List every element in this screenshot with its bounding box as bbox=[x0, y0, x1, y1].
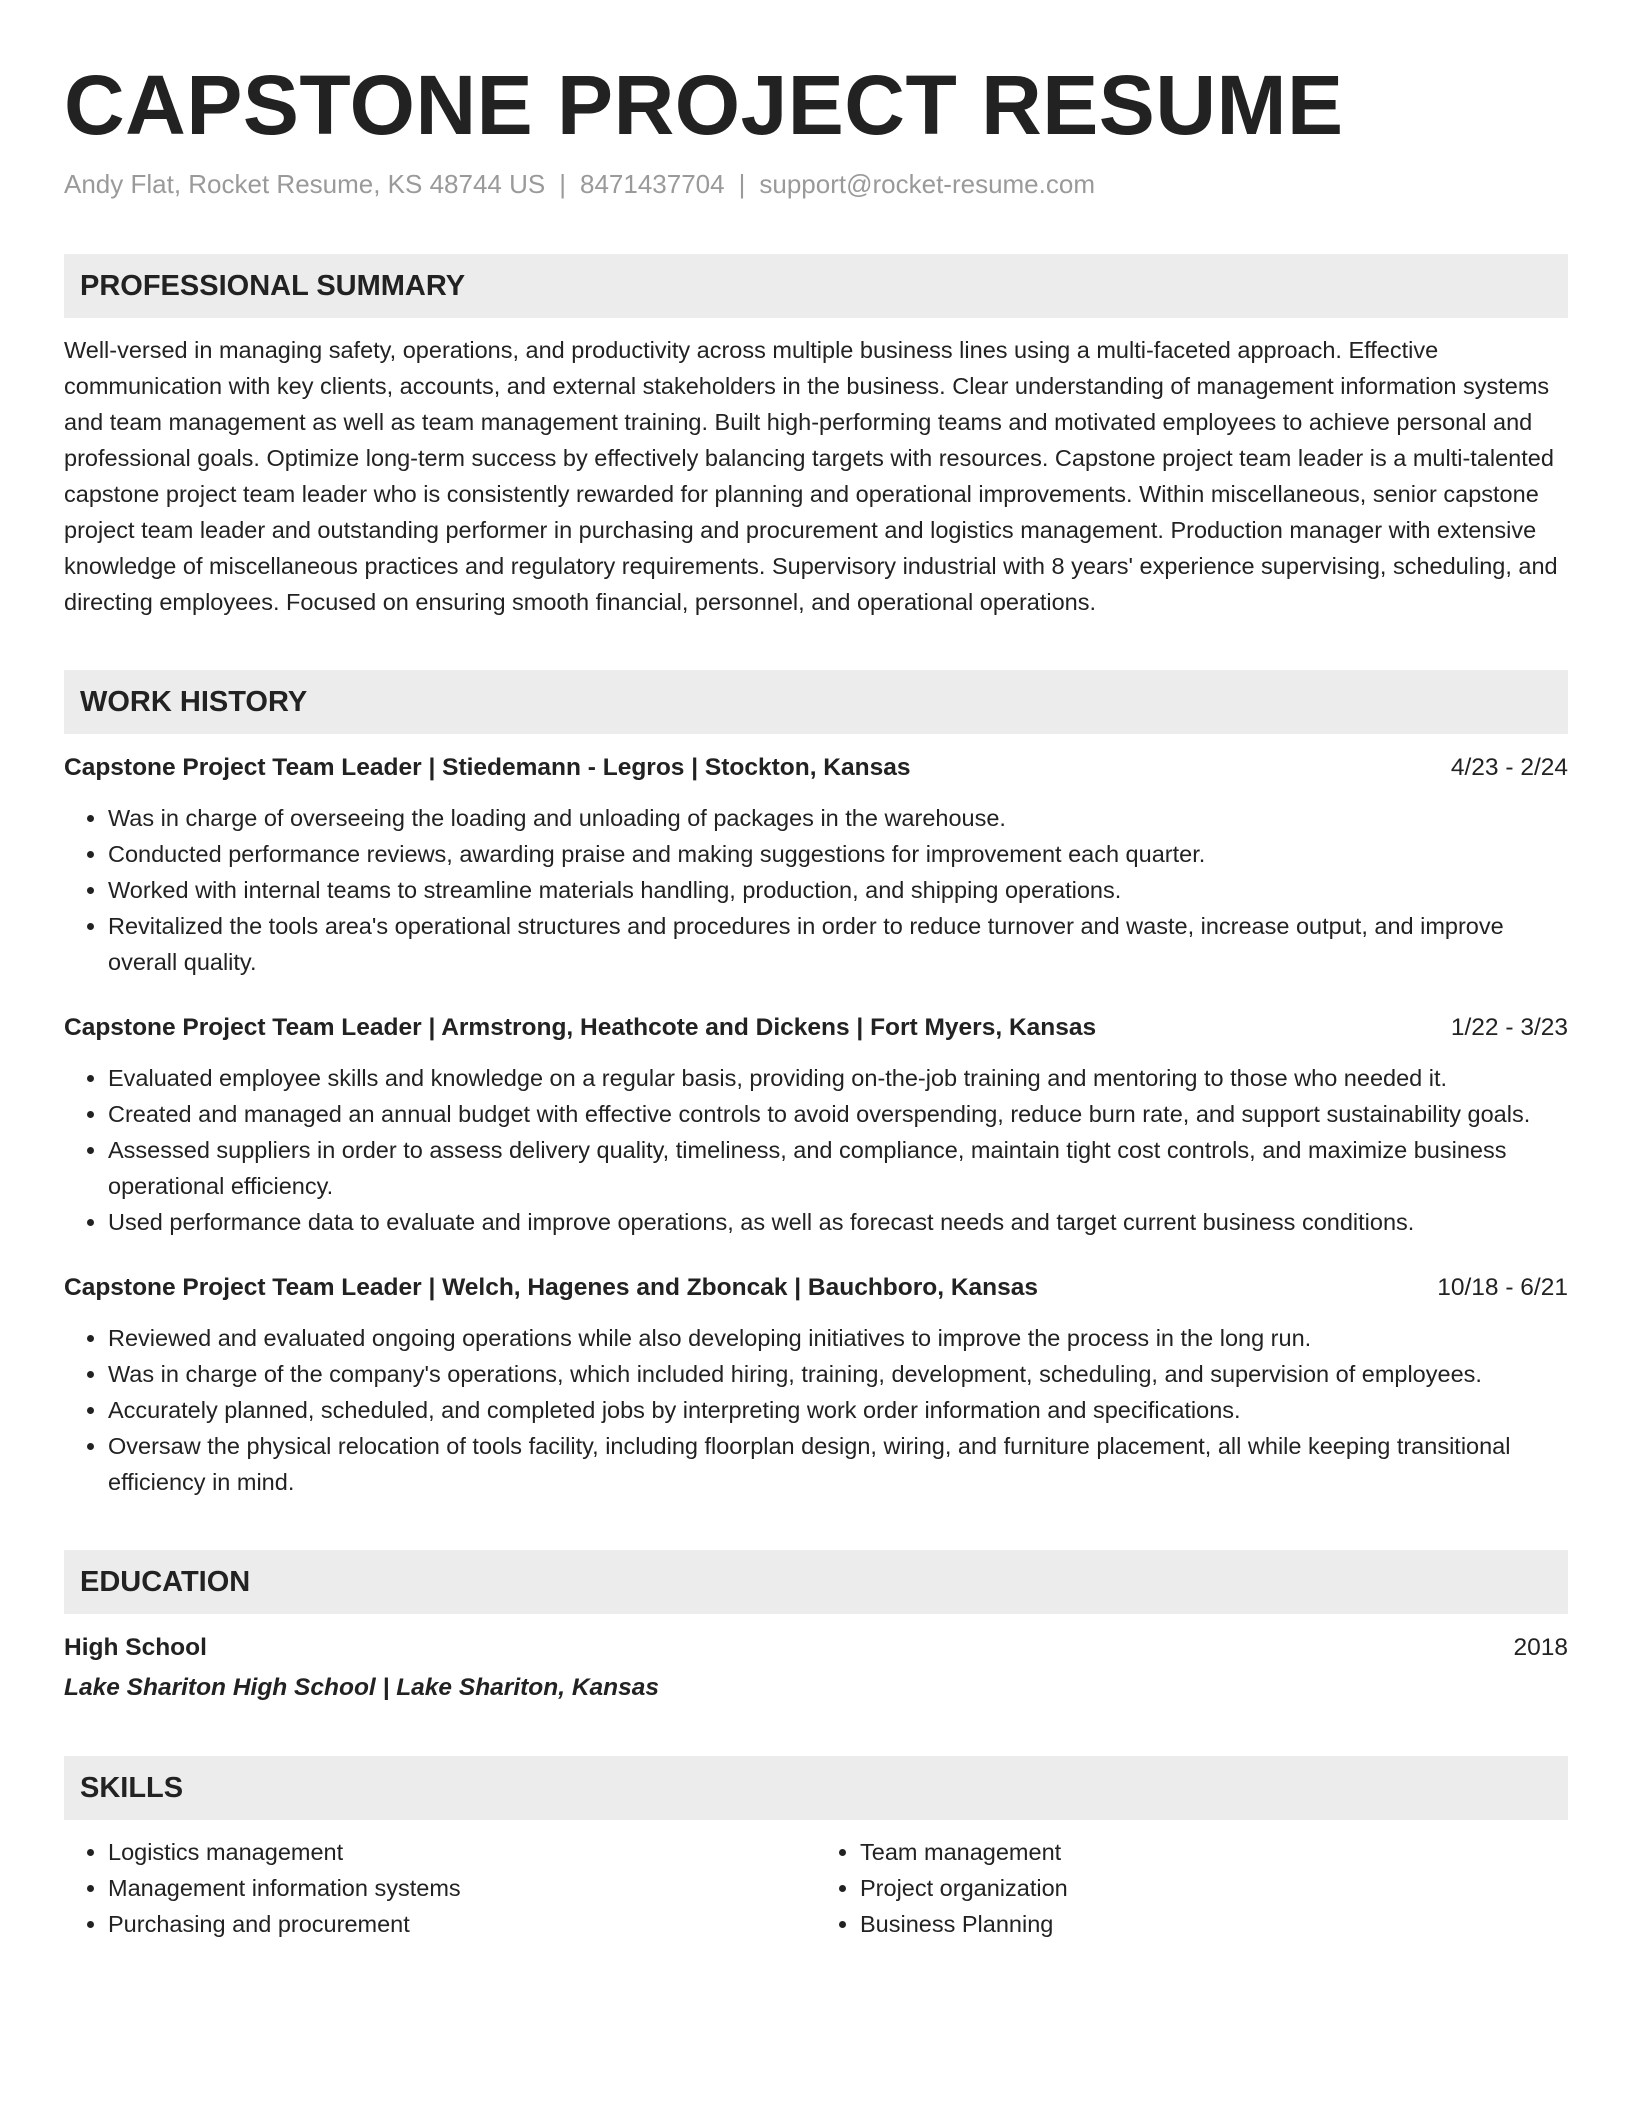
job-bullets bbox=[64, 1060, 1568, 1240]
job-bullet: • Evaluated employee skills and knowledge on a regular basis, providing on-the-job training and mentoring to those who needed it. bbox=[108, 1060, 1568, 1096]
section-header-work-history: WORK HISTORY bbox=[64, 670, 1568, 734]
resume-title: CAPSTONE PROJECT RESUME bbox=[64, 58, 1344, 152]
job-bullets bbox=[64, 800, 1568, 980]
section-header-education: EDUCATION bbox=[64, 1550, 1568, 1614]
job-heading: Capstone Project Team Leader | Welch, Hagenes and Zboncak | Bauchboro, Kansas bbox=[64, 1274, 1039, 1301]
job-bullet: • Oversaw the physical relocation of tools facility, including floorplan design, wiring, and furniture placement, all while keeping transitional efficiency in mind. bbox=[108, 1428, 1568, 1500]
education-header bbox=[64, 1630, 1568, 1666]
section-header-summary: PROFESSIONAL SUMMARY bbox=[64, 254, 1568, 318]
education-entry bbox=[64, 1630, 1568, 1706]
job-bullet: • Assessed suppliers in order to assess delivery quality, timeliness, and compliance, maintain tight cost controls, and maximize business operational efficiency. bbox=[108, 1132, 1568, 1204]
job-dates: 1/22 - 3/23 bbox=[1450, 1014, 1568, 1041]
skill-item: • Business Planning bbox=[860, 1906, 1568, 1942]
education-year: 2018 bbox=[1513, 1634, 1568, 1661]
skill-item: • Management information systems bbox=[108, 1870, 816, 1906]
job-heading: Capstone Project Team Leader | Stiedemann - Legros | Stockton, Kansas bbox=[64, 754, 911, 781]
job-dates: 10/18 - 6/21 bbox=[1437, 1274, 1568, 1301]
job-bullet: • Conducted performance reviews, awarding praise and making suggestions for improvement each quarter. bbox=[108, 836, 1568, 872]
job-bullet: • Reviewed and evaluated ongoing operations while also developing initiatives to improve the process in the long run. bbox=[108, 1320, 1568, 1356]
summary-text: Well-versed in managing safety, operations, and productivity across multiple business lines using a multi-faceted approach. Effective communication with key clients, accounts, and external stakeholders in the business. Clear understanding of management information systems and team management as well as team management training. Built high-performing teams and motivated employees to achieve personal and professional goals. Optimize long-term success by effectively balancing targets with resources. Capstone project team leader is a multi-talented capstone project team leader who is consistently rewarded for planning and operational improvements. Within miscellaneous, senior capstone project team leader and outstanding performer in purchasing and procurement and logistics management. Production manager with extensive knowledge of miscellaneous practices and regulatory requirements. Supervisory industrial with 8 years' experience supervising, scheduling, and directing employees. Focused on ensuring smooth financial, personnel, and operational operations. bbox=[64, 337, 1558, 615]
job-header bbox=[64, 750, 1568, 786]
skill-item: • Purchasing and procurement bbox=[108, 1906, 816, 1942]
education-degree: High School bbox=[64, 1634, 207, 1661]
contact-phone: 8471437704 bbox=[580, 169, 725, 199]
job-entry bbox=[64, 1010, 1568, 1240]
job-bullets bbox=[64, 1320, 1568, 1500]
skills-column-left bbox=[64, 1834, 816, 1942]
skills-list bbox=[64, 1834, 1568, 1942]
job-bullet: • Worked with internal teams to streamline materials handling, production, and shipping operations. bbox=[108, 872, 1568, 908]
contact-line bbox=[64, 164, 1568, 204]
job-bullet: • Created and managed an annual budget with effective controls to avoid overspending, reduce burn rate, and support sustainability goals. bbox=[108, 1096, 1568, 1132]
job-bullet: • Was in charge of overseeing the loading and unloading of packages in the warehouse. bbox=[108, 800, 1568, 836]
contact-address: Andy Flat, Rocket Resume, KS 48744 US bbox=[64, 169, 546, 199]
job-bullet: • Used performance data to evaluate and improve operations, as well as forecast needs and target current business conditions. bbox=[108, 1204, 1568, 1240]
job-heading: Capstone Project Team Leader | Armstrong, Heathcote and Dickens | Fort Myers, Kansas bbox=[64, 1014, 1097, 1041]
job-header bbox=[64, 1010, 1568, 1046]
contact-separator: | bbox=[738, 169, 746, 199]
skill-item: • Logistics management bbox=[108, 1834, 816, 1870]
job-bullet: • Revitalized the tools area's operational structures and procedures in order to reduce turnover and waste, increase output, and improve overall quality. bbox=[108, 908, 1568, 980]
skill-item: • Team management bbox=[860, 1834, 1568, 1870]
job-bullet: • Was in charge of the company's operations, which included hiring, training, development, scheduling, and supervision of employees. bbox=[108, 1356, 1568, 1392]
job-header bbox=[64, 1270, 1568, 1306]
job-entry bbox=[64, 1270, 1568, 1500]
skill-item: • Project organization bbox=[860, 1870, 1568, 1906]
contact-email: support@rocket-resume.com bbox=[759, 169, 1095, 199]
job-dates: 4/23 - 2/24 bbox=[1450, 754, 1568, 781]
skills-column-right bbox=[816, 1834, 1568, 1942]
contact-separator: | bbox=[559, 169, 566, 199]
job-bullet: • Accurately planned, scheduled, and completed jobs by interpreting work order information and specifications. bbox=[108, 1392, 1568, 1428]
education-school: Lake Shariton High School | Lake Shariton, Kansas bbox=[64, 1674, 659, 1701]
job-entry bbox=[64, 750, 1568, 980]
section-header-skills: SKILLS bbox=[64, 1756, 1568, 1820]
